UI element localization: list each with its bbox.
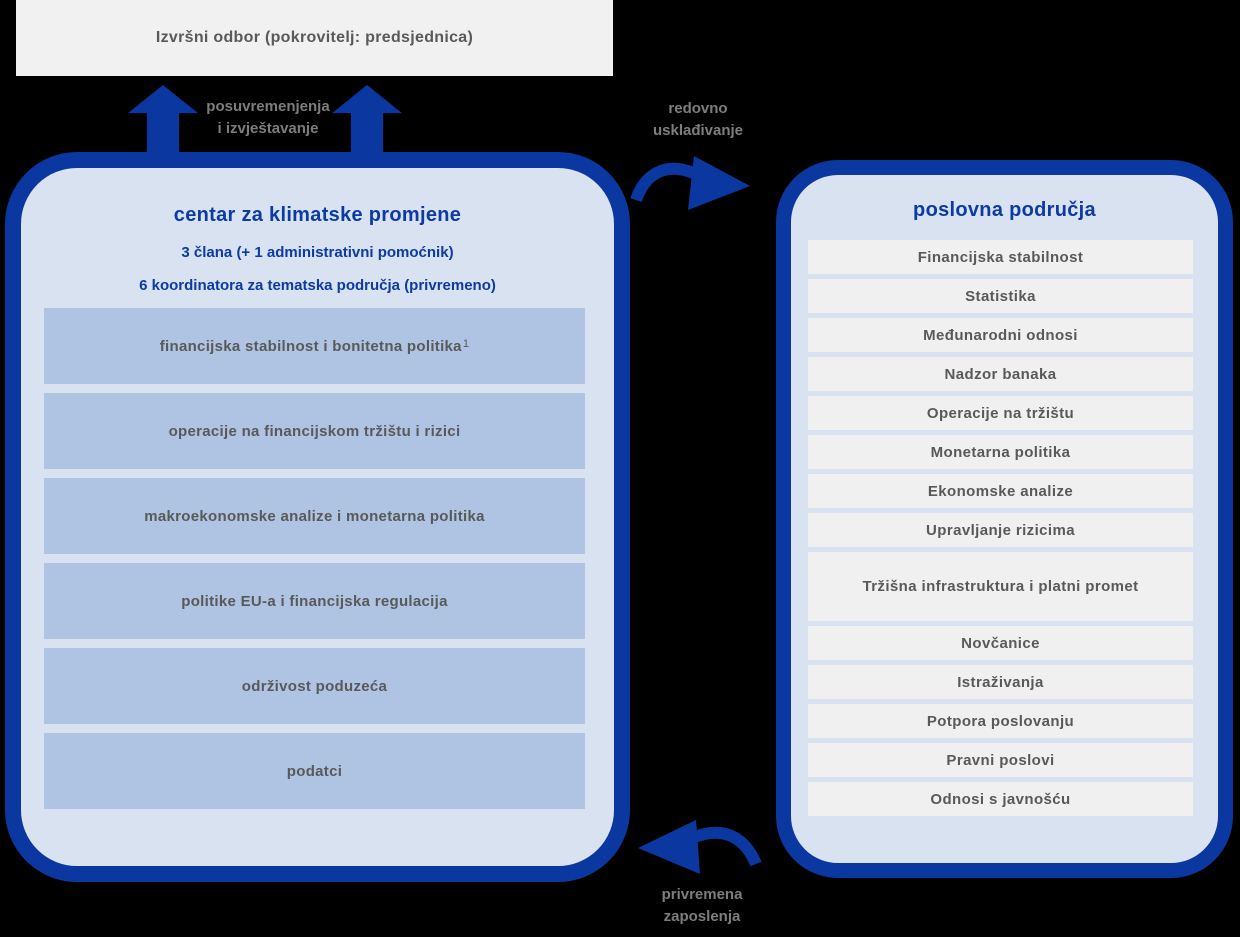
business-area-row: Potpora poslovanju [808,704,1193,738]
climate-centre-title: centar za klimatske promjene [173,204,462,226]
business-areas-panel [776,160,1233,878]
business-area-row: Financijska stabilnost [808,240,1193,274]
climate-change-centre-panel [5,152,630,882]
curved-arrow-right-icon [630,152,754,214]
climate-centre-subtitle-members: 3 člana (+ 1 administrativni pomoćnik) [181,244,454,261]
regular-alignment-label: redovno usklađivanje [652,100,744,139]
business-areas-title: poslovna područja [913,199,1096,221]
curved-arrow-left-icon [634,818,762,880]
business-area-row: Istraživanja [808,665,1193,699]
business-area-row: Upravljanje rizicima [808,513,1193,547]
temporary-assignments-label: privremena zaposlenja [661,886,743,925]
topic-box-macroeconomic: makroekonomske analize i monetarna politika [44,478,585,554]
climate-centre-topic-list [44,308,585,809]
business-area-row: Tržišna infrastruktura i platni promet [808,552,1193,621]
footnote-marker: 1 [462,338,470,350]
business-area-row: Nadzor banaka [808,357,1193,391]
business-areas-list [808,240,1193,816]
executive-board-label: Izvršni odbor (pokrovitelj: predsjednica) [155,29,474,46]
topic-box-market-operations: operacije na financijskom tržištu i rizici [44,393,585,469]
business-area-row: Ekonomske analize [808,474,1193,508]
business-area-row: Odnosi s javnošću [808,782,1193,816]
business-area-row: Pravni poslovi [808,743,1193,777]
executive-board-box [16,0,613,76]
climate-centre-subtitle-coordinators: 6 koordinatora za tematska područja (privremeno) [139,277,496,294]
topic-box-financial-stability: financijska stabilnost i bonitetna politika $^1$ [44,308,585,384]
business-area-row: Novčanice [808,626,1193,660]
topic-box-sustainability: održivost poduzeća [44,648,585,724]
topic-box-eu-policies: politike EU-a i financijska regulacija [44,563,585,639]
business-area-row: Međunarodni odnosi [808,318,1193,352]
topic-box-data: podatci [44,733,585,809]
business-area-row: Statistika [808,279,1193,313]
business-area-row: Monetarna politika [808,435,1193,469]
business-area-row: Operacije na tržištu [808,396,1193,430]
updates-reporting-label: posuvremenjenja i izvještavanje [206,98,330,137]
